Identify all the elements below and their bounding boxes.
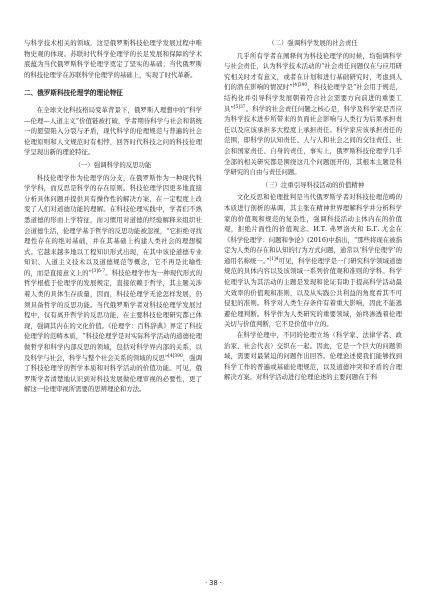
right-column: [224, 38, 402, 383]
citation-ref: [4]390: [168, 353, 183, 359]
paragraph-5: 在科学伦理中，不同的伦理立场（科学家、法律学者、政治家、社会代表）交织在一起。因此，它是一个巨大的问题领域，需要对最紧迫的问题作出回答。伦理论述使我们能够找到科学工作的普遍或基础伦理规范，以及道德冲突和矛盾的合理解决方案。对科学活动进行伦理论述的主要问题在于科: [224, 331, 402, 382]
citation-ref: [1]4: [269, 256, 279, 262]
page-number: · 38 ·: [205, 579, 222, 587]
paragraph-3-text-c: 。科学的社会责任问题之核心是，科学及科学家是否应为科学技术进步所带来的负面社会影响与人类行为后果承担责任以及应该承担多大程度上承担责任。科学家应该承担责任的范围，即科学的认知责任、人与人和社会之间的交往责任、社会和国家责任、自身的责任，事实上，俄罗斯科技伦理学几乎全部的相关研究都是围绕这几个问题展开的，其根本主题是科学研究的自由与责任问题。: [224, 104, 402, 177]
paragraph-1: 在全球文化科技格局变革背景下，俄罗斯人理想中的“科学—伦理—人道主义”价值链被打破，学者期待科学与社会和谐统一的愿望陷入分裂与矛盾，现代科学的伦理规范与普遍的社会伦理原则和人文规范时有相悖，回答时代科技之问的科技伦理学呈现出新的理论特征。: [24, 105, 202, 157]
paragraph-4-text-a: 文化反思和伦理批判是当代俄罗斯学者对科技伦理范畴的本质进行剖析的基调，其主张在精神世界理解科学并分析科学家的价值观和规范的复杂性，强调科技活动主体内在的价值观，拒绝片面性的价值观念。И.Т. 弗罗洛夫和 Б.Г. 尤金在《科学伦理学：问题和争论》(2016)中指出，“那些将现在被指定为人类的存在和认知的行为方式问题，通常以‘科学伦理学’的通用名称统一。”: [224, 193, 402, 265]
subsection-title-1: （一）强调科学的反思功能: [74, 160, 152, 169]
section-title: 二、俄罗斯科技伦理学的理论特征: [24, 89, 123, 98]
citation-ref: [4]390: [292, 83, 308, 89]
paragraph-4-text-b: 可见，科学伦理学是一门研究科学领域道德规范的具体内容以及该领域一系列价值观和准则的学科。科学伦理学认为其活动的主题是发现和论证有助于提高科学活动最大效率的价值观和准则，以及从实践公共利益的角度看其不可侵犯的准则。科学对人类生存条件有着重大影响，因此不能逃避伦理判断。科学作为人类研究的重要领域，始终渗透着伦理关切与价值判断，它不是价值中立的。: [224, 256, 402, 329]
paragraph-3: [224, 51, 402, 178]
paragraph-2-text-c: ，强调了科技伦理学的哲学本质和对科学活动的价值功能。可见，俄罗斯学者清楚地认识到对科技发展做伦理审视的必要性，更了解这一伦理审视所需要的思辨理论和方法。: [24, 353, 202, 394]
paragraph-4: [224, 192, 402, 330]
paragraph-2-text-a: 科技伦理学作为伦理学的分支，在俄罗斯作为一种现代科学学科，而反思是科学的存在原则。科技伦理学因更多地直接分析具体问题并提供具有操作性的解决方案，在一定程度上改变了人们对道德功能的理解。在科技伦理实践中，学者们不熟悉道德的形而上学特征，而习惯用对道德的经验解释来组织社会道德生活，伦理学基于哲学的反思功能被忽视，“它拒绝寻找理性存在的绝对基础，并在其基础上构建人类社会的理想模式。它越来越多地以工程知识形式出现，在其中该论道德专业知识、人道主义技术以及道德规范等概念，它不再是比喻性的，而是直接意义上的”: [24, 173, 202, 277]
subsection-title-2: （二）强调科学发展的社会责任: [268, 39, 358, 47]
left-column: [24, 38, 202, 395]
citation-ref: [5]37: [233, 104, 246, 110]
citation-ref: [3]6-7: [91, 268, 106, 274]
paragraph-2: [24, 173, 202, 395]
intro-paragraph: 与科学技术相关的领域，这是俄罗斯科技伦理学发展过程中唯物史观的体现。苏联时代科学伦理学的长足发展和保障的学术底蕴为当代俄罗斯科学伦理学奠定了坚实的基础；当代俄罗斯的科技伦理学在苏联科学伦理学的基础上，实现了时代革新。: [24, 39, 202, 79]
paragraph-2-text-b: 。科技伦理学作为一种现代形式的哲学根植于伦理学的发展规定，直接依赖于哲学，其主题关涉着人类的具体生存质量，因而，科技伦理学无论怎样发展，仍须具备哲学的反思功能。当代俄罗斯学者对科技伦理学发展过程中，仅有离开哲学的反思功能，在主要科技伦理研究都已体现，强调其内在的文化价值。《伦理学：百科辞典》界定了科技伦理学的范畴本质，“科技伦理学是对实际科学活动的道德伦理做哲学和科学内部反思的领域，包括对科学界内部的关系，以及科学与社会，科学与整个社会关系的领域的反思”: [24, 268, 202, 362]
subsection-title-3: （三）注重引导科技活动的价值精神: [261, 180, 365, 189]
paragraph-3-text-a: 几乎所有学者在阐释何为科技伦理学的时候，均强调科学与社会责任，认为科学技术活动的“社会责任问题仅在与应用研究相关时才有意义，或者在计划和进行基础研究时，考虑到人们的潜在影响的情况时”: [224, 51, 402, 92]
paragraph-3-text-b: ，科技伦理学是“社会用于规范，结构化并引导科学发展朝着符合社会需要方向前进的重要工具”: [224, 83, 402, 113]
